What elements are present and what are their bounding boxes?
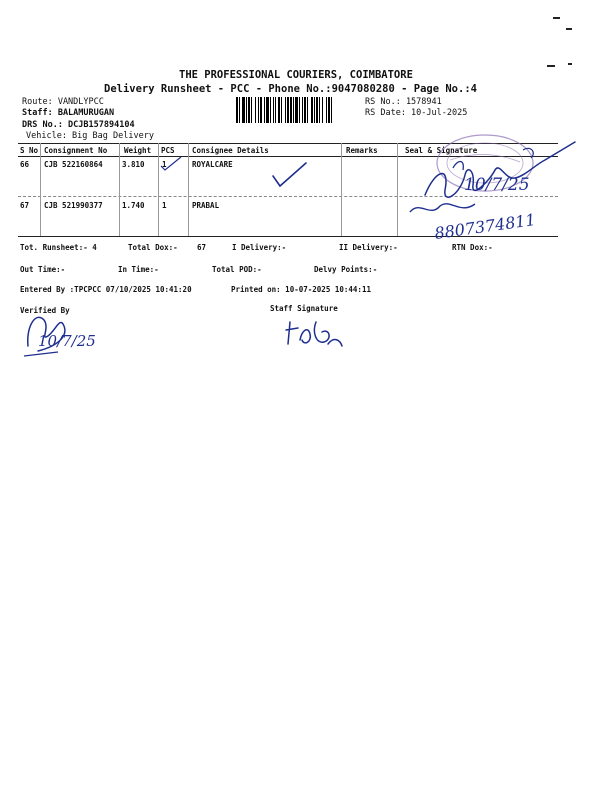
row-weight: 1.740 [122,201,145,210]
row-sno: 67 [20,201,30,210]
svg-text:10/7/25: 10/7/25 [38,332,96,350]
scan-speck [553,17,560,19]
header-seal: Seal & Signature [405,146,478,155]
drs-label: DRS No.: DCJB157894104 [22,120,135,130]
scan-speck [566,28,572,30]
row-pcs: 1 [162,160,167,169]
col-divider [119,143,120,236]
col-divider [397,143,398,236]
row-weight: 3.810 [122,160,145,169]
i-delivery: I Delivery:- [232,243,287,252]
pcs-tick-icon [159,156,183,172]
stamp-date-handwriting [460,168,560,198]
runsheet-title: Delivery Runsheet - PCC - Phone No.:9047080280 - Page No.:4 [104,83,477,95]
route-label: Route: VANDLYPCC [22,97,104,107]
col-divider [188,143,189,236]
verified-date-handwriting [24,316,114,356]
in-time: In Time:- [118,265,159,274]
total-pod: Total POD:- [212,265,262,274]
scan-speck [568,63,572,65]
verified-by-label: Verified By [20,306,70,315]
entered-by: Entered By :TPCPCC 07/10/2025 10:41:20 [20,285,192,294]
staff-signature-icon [282,316,352,352]
svg-text:8807374811: 8807374811 [433,209,537,243]
company-title: THE PROFESSIONAL COURIERS, COIMBATORE [179,69,413,81]
col-divider [40,143,41,236]
rs-number: RS No.: 1578941 [365,97,442,107]
row-consignment: CJB 522160864 [44,160,103,169]
row-consignment: CJB 521990377 [44,201,103,210]
ii-delivery: II Delivery:- [339,243,398,252]
printed-on: Printed on: 10-07-2025 10:44:11 [231,285,371,294]
barcode [236,97,356,123]
rtn-dox: RTN Dox:- [452,243,493,252]
svg-text:10/7/25: 10/7/25 [464,175,530,195]
row-pcs: 1 [162,201,167,210]
barcode-bar [332,97,334,123]
row-consignee: ROYALCARE [192,160,233,169]
vehicle-label: Vehicle: Big Bag Delivery [26,131,154,141]
row-sno: 66 [20,160,30,169]
checkmark-icon [270,160,310,190]
header-remarks: Remarks [346,146,378,155]
rs-date: RS Date: 10-Jul-2025 [365,108,468,118]
total-dox-value: 67 [197,243,207,252]
total-runsheet: Tot. Runsheet:- 4 [20,243,97,252]
delvy-points: Delvy Points:- [314,265,378,274]
out-time: Out Time:- [20,265,66,274]
header-consignee: Consignee Details [192,146,269,155]
staff-label: Staff: BALAMURUGAN [22,108,115,118]
header-pcs: PCS [161,146,175,155]
phone-handwriting [432,205,562,241]
row-consignee: PRABAL [192,201,220,210]
header-weight: Weight [124,146,152,155]
col-divider [341,143,342,236]
scan-speck [547,65,555,67]
header-consignment: Consignment No [44,146,108,155]
staff-signature-label: Staff Signature [270,304,338,313]
total-dox-label: Total Dox:- [128,243,178,252]
header-sno: S No [20,146,39,155]
